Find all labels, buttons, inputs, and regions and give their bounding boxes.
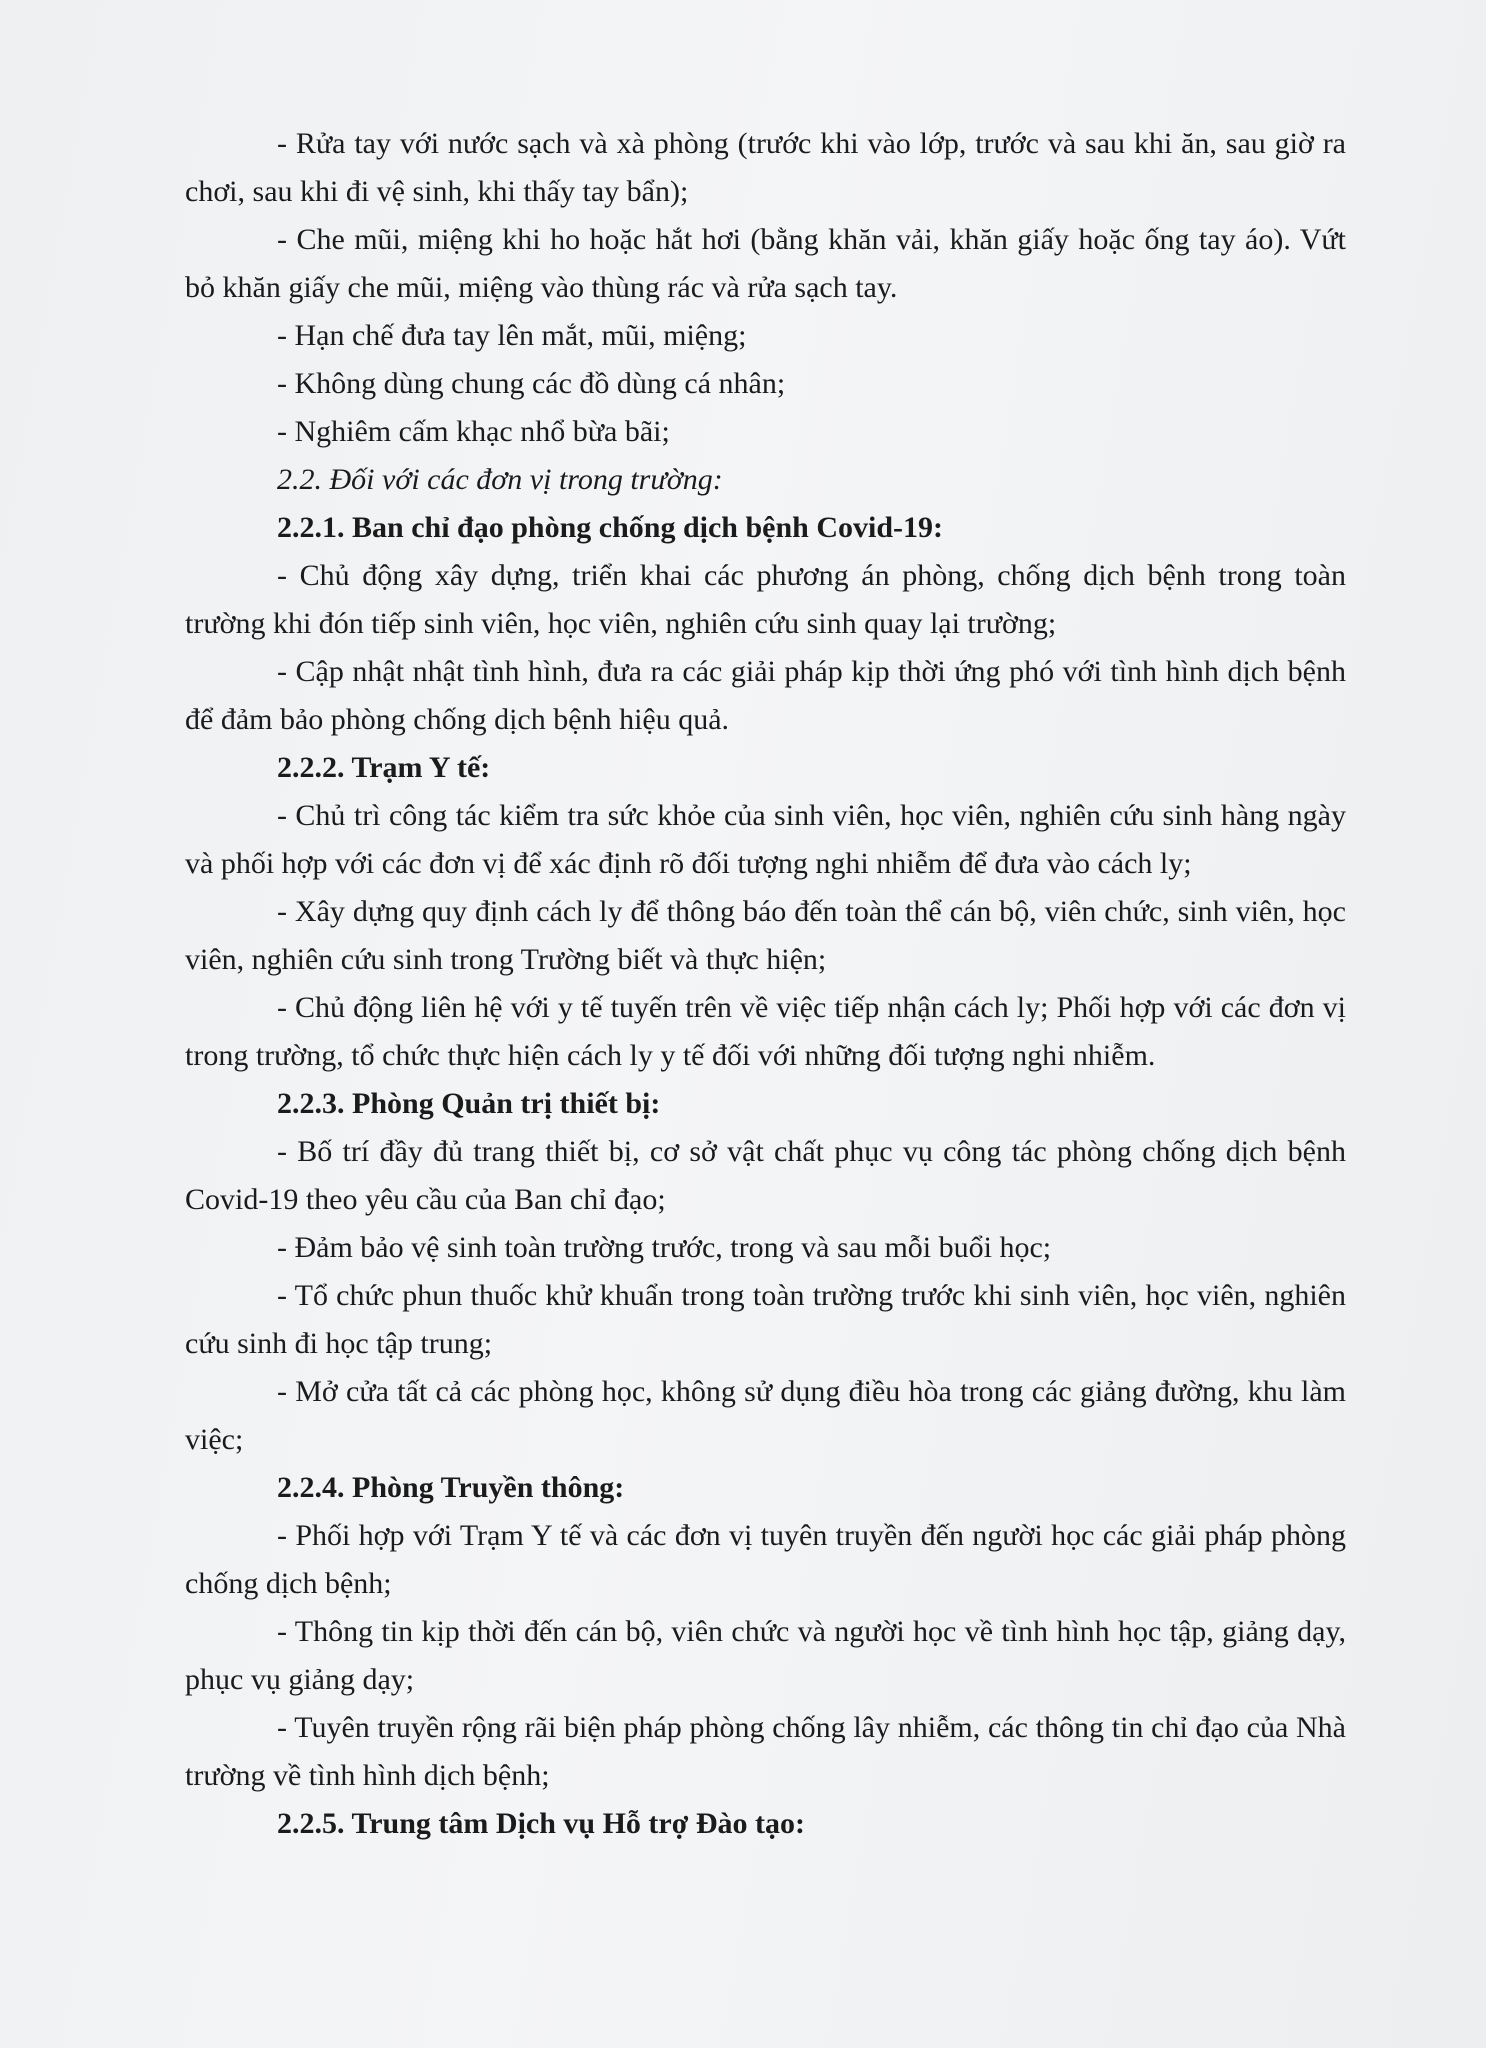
bullet-equipment: - Bố trí đầy đủ trang thiết bị, cơ sở vật chất phục vụ công tác phòng chống dịch bệnh Covid-19 theo yêu cầu của Ban chỉ đạo; bbox=[185, 1135, 1346, 1216]
bullet-health-check: - Chủ trì công tác kiểm tra sức khỏe của sinh viên, học viên, nghiên cứu sinh hàng ngày và phối hợp với các đơn vị để xác định rõ đối tượng nghi nhiễm để đưa vào cách ly; bbox=[185, 799, 1346, 880]
section-heading-2-2-1: 2.2.1. Ban chỉ đạo phòng chống dịch bệnh Covid-19: bbox=[277, 511, 944, 544]
section-subtitle-2-2: 2.2. Đối với các đơn vị trong trường: bbox=[277, 463, 723, 496]
bullet-no-spitting: - Nghiêm cấm khạc nhổ bừa bãi; bbox=[277, 415, 670, 448]
bullet-handwashing: - Rửa tay với nước sạch và xà phòng (trước khi vào lớp, trước và sau khi ăn, sau giờ ra chơi, sau khi đi vệ sinh, khi thấy tay bẩn); bbox=[185, 127, 1346, 208]
section-heading-2-2-2: 2.2.2. Trạm Y tế: bbox=[277, 751, 491, 784]
bullet-isolation-rules: - Xây dựng quy định cách ly để thông báo đến toàn thể cán bộ, viên chức, sinh viên, học viên, nghiên cứu sinh trong Trường biết và thực hiện; bbox=[185, 895, 1346, 976]
section-heading-2-2-5: 2.2.5. Trung tâm Dịch vụ Hỗ trợ Đào tạo: bbox=[277, 1807, 805, 1840]
bullet-coordinate-communication: - Phối hợp với Trạm Y tế và các đơn vị tuyên truyền đến người học các giải pháp phòng chống dịch bệnh; bbox=[185, 1519, 1346, 1600]
bullet-no-shared-items: - Không dùng chung các đồ dùng cá nhân; bbox=[277, 367, 786, 400]
bullet-hygiene: - Đảm bảo vệ sinh toàn trường trước, trong và sau mỗi buổi học; bbox=[277, 1231, 1052, 1264]
bullet-cover-nose-mouth: - Che mũi, miệng khi ho hoặc hắt hơi (bằng khăn vải, khăn giấy hoặc ống tay áo). Vứt bỏ khăn giấy che mũi, miệng vào thùng rác và rửa sạch tay. bbox=[185, 223, 1346, 304]
section-heading-2-2-4: 2.2.4. Phòng Truyền thông: bbox=[277, 1471, 625, 1504]
bullet-contact-upper-health: - Chủ động liên hệ với y tế tuyến trên về việc tiếp nhận cách ly; Phối hợp với các đơn vị trong trường, tổ chức thực hiện cách ly y tế đối với những đối tượng nghi nhiễm. bbox=[185, 991, 1346, 1072]
bullet-open-doors: - Mở cửa tất cả các phòng học, không sử dụng điều hòa trong các giảng đường, khu làm việc; bbox=[185, 1375, 1346, 1456]
bullet-steering-update: - Cập nhật nhật tình hình, đưa ra các giải pháp kịp thời ứng phó với tình hình dịch bệnh để đảm bảo phòng chống dịch bệnh hiệu quả. bbox=[185, 655, 1346, 736]
bullet-wide-propaganda: - Tuyên truyền rộng rãi biện pháp phòng chống lây nhiễm, các thông tin chỉ đạo của Nhà trường về tình hình dịch bệnh; bbox=[185, 1711, 1346, 1792]
document-body bbox=[185, 120, 1346, 1848]
bullet-steering-plan: - Chủ động xây dựng, triển khai các phương án phòng, chống dịch bệnh trong toàn trường khi đón tiếp sinh viên, học viên, nghiên cứu sinh quay lại trường; bbox=[185, 559, 1346, 640]
bullet-limit-touching-face: - Hạn chế đưa tay lên mắt, mũi, miệng; bbox=[277, 319, 747, 352]
section-heading-2-2-3: 2.2.3. Phòng Quản trị thiết bị: bbox=[277, 1087, 661, 1120]
bullet-timely-information: - Thông tin kịp thời đến cán bộ, viên chức và người học về tình hình học tập, giảng dạy, phục vụ giảng dạy; bbox=[185, 1615, 1346, 1696]
bullet-disinfection: - Tổ chức phun thuốc khử khuẩn trong toàn trường trước khi sinh viên, học viên, nghiên cứu sinh đi học tập trung; bbox=[185, 1279, 1346, 1360]
